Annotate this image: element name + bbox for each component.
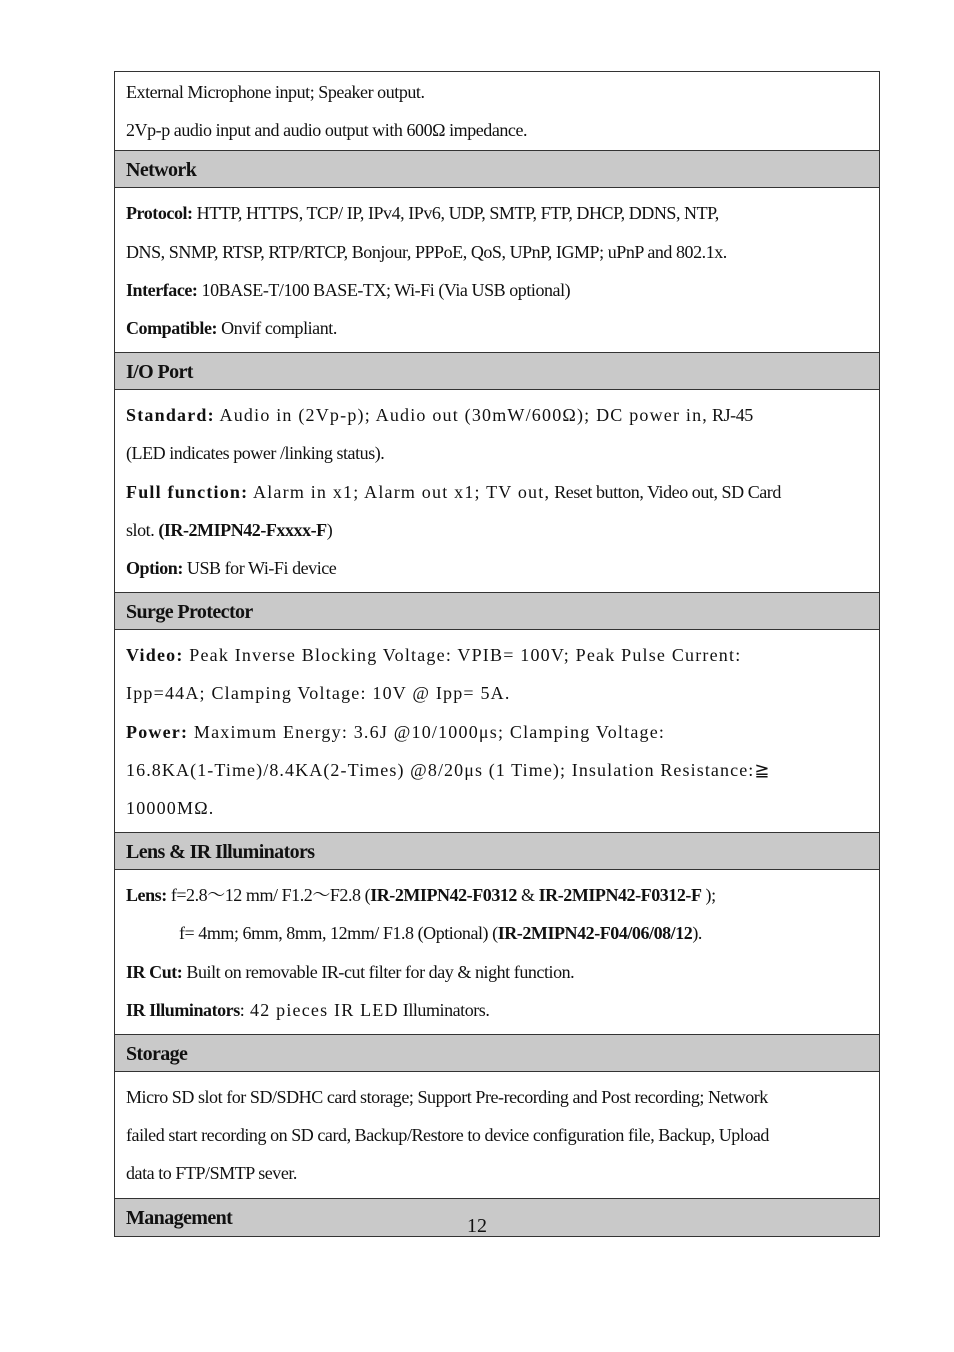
storage-header: Storage [115, 1034, 879, 1072]
lens-end-1: ); [701, 885, 716, 906]
interface-line [126, 271, 868, 309]
standard-text: Audio in (2Vp-p); Audio out (30mW/600Ω); DC power in, [214, 405, 708, 426]
standard-line-2: (LED indicates power /linking status). [126, 443, 385, 464]
ir-illuminators-text-b: Illuminators. [398, 999, 490, 1020]
lens-model-1: IR-2MIPN42-F0312 [370, 885, 517, 906]
audio-section-body [115, 72, 879, 150]
lens-model-2: IR-2MIPN42-F0312-F [538, 885, 702, 906]
power-text-1: Maximum Energy: 3.6J @10/1000μs; Clamping Voltage: [188, 721, 666, 742]
full-function-label: Full function: [126, 481, 249, 502]
video-label: Video: [126, 645, 184, 666]
storage-line-2: failed start recording on SD card, Backup/Restore to device configuration file, Backup, Upload [126, 1125, 769, 1146]
interface-text: 10BASE-T/100 BASE-TX; Wi-Fi (Via USB optional) [197, 279, 571, 300]
ir-illuminators-label: IR Illuminators [126, 999, 240, 1020]
io-port-section-body [115, 390, 879, 592]
video-line-2: Ipp=44A; Clamping Voltage: 10V @ Ipp= 5A. [126, 683, 511, 704]
compatible-line [126, 309, 868, 347]
surge-header: Surge Protector [115, 592, 879, 630]
protocol-text-1: HTTP, HTTPS, TCP/ IP, IPv4, IPv6, UDP, SMTP, FTP, DHCP, DDNS, NTP, [192, 203, 719, 224]
storage-line-3: data to FTP/SMTP sever. [126, 1163, 297, 1184]
video-line-1 [126, 636, 868, 674]
ircut-text: Built on removable IR-cut filter for day & night function. [182, 961, 575, 982]
full-function-text-b: Reset button, Video out, SD Card [550, 481, 781, 502]
power-line-2: 16.8KA(1-Time)/8.4KA(2-Times) @8/20μs (1 Time); Insulation Resistance:≧ [126, 759, 771, 780]
lens-section-body [115, 870, 879, 1034]
power-line-3: 10000MΩ. [126, 798, 215, 819]
compatible-label: Compatible: [126, 318, 218, 339]
option-label: Option: [126, 558, 183, 579]
full-function-model-close: ) [326, 519, 333, 540]
io-port-header: I/O Port [115, 352, 879, 390]
storage-section-body [115, 1072, 879, 1198]
ircut-label: IR Cut: [126, 961, 183, 982]
lens-label: Lens: [126, 885, 167, 906]
ir-illuminators-line [126, 991, 868, 1029]
option-text: USB for Wi-Fi device [182, 558, 337, 579]
spec-table [114, 71, 880, 1237]
lens-line-2 [126, 914, 868, 952]
lens-model-3: IR-2MIPN42-F04/06/08/12 [497, 923, 693, 944]
audio-line-2: 2Vp-p audio input and audio output with 600Ω impedance. [126, 120, 528, 141]
lens-text-2: f= 4mm; 6mm, 8mm, 12mm/ F1.8 (Optional) ( [179, 923, 498, 944]
video-text-1: Peak Inverse Blocking Voltage: VPIB= 100V; Peak Pulse Current: [183, 645, 742, 666]
network-section-body [115, 188, 879, 352]
protocol-label: Protocol: [126, 203, 193, 224]
compatible-text: Onvif compliant. [217, 318, 337, 339]
network-header: Network [115, 150, 879, 188]
standard-text-rj45: RJ-45 [707, 405, 753, 426]
full-function-line-1 [126, 473, 868, 511]
full-function-text: Alarm in x1; Alarm out x1; TV out, [248, 481, 551, 502]
lens-amp: & [516, 885, 539, 906]
interface-label: Interface: [126, 279, 198, 300]
lens-end-2: ). [692, 923, 702, 944]
lens-text-1: f=2.8～12 mm/ F1.2～F2.8 ( [166, 885, 371, 906]
surge-section-body [115, 630, 879, 832]
management-header: Management [115, 1198, 879, 1236]
power-line-1 [126, 713, 868, 751]
full-function-slot: slot. [126, 519, 159, 540]
lens-line-1 [126, 876, 868, 914]
standard-line-1 [126, 396, 868, 434]
ir-illuminators-colon: : [239, 999, 245, 1020]
standard-label: Standard: [126, 405, 215, 426]
protocol-line-1 [126, 194, 868, 232]
option-line [126, 549, 868, 587]
ircut-line [126, 953, 868, 991]
ir-illuminators-text: 42 pieces IR LED [244, 999, 399, 1020]
lens-header: Lens & IR Illuminators [115, 832, 879, 870]
full-function-model: (IR-2MIPN42-Fxxxx-F [158, 519, 327, 540]
storage-line-1: Micro SD slot for SD/SDHC card storage; Support Pre-recording and Post recording; Network [126, 1087, 768, 1108]
page-number: 12 [467, 1215, 487, 1237]
protocol-line-2: DNS, SNMP, RTSP, RTP/RTCP, Bonjour, PPPoE, QoS, UPnP, IGMP; uPnP and 802.1x. [126, 241, 727, 262]
power-label: Power: [126, 721, 189, 742]
full-function-line-2 [126, 511, 868, 549]
audio-line-1: External Microphone input; Speaker output. [126, 82, 425, 102]
